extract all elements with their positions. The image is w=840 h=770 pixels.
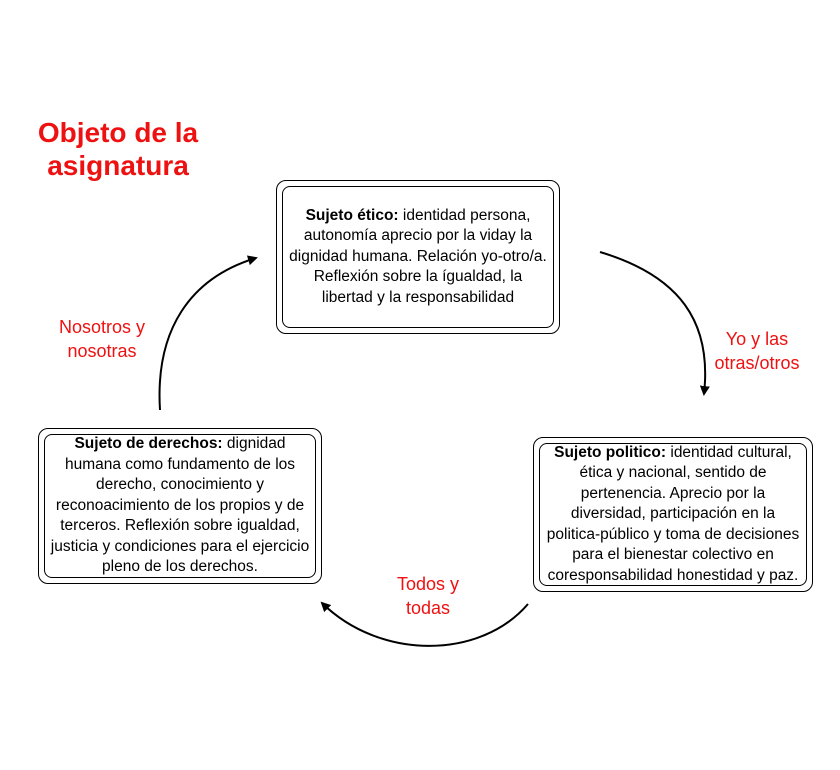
node-text: identidad persona, autonomía aprecio por la viday la dignidad humana. Relación yo-otro/a. Reflexión sobre la ígualdad, la libertad y la responsabilidad bbox=[289, 206, 547, 306]
edge-label-yo-y-las-otras: Yo y las otras/otros bbox=[714, 329, 800, 373]
node-sujeto-derechos-body bbox=[44, 434, 316, 578]
node-sujeto-politico-body bbox=[539, 443, 807, 586]
edge-label-nosotros-y-nosotras: Nosotros y nosotras bbox=[58, 317, 146, 361]
node-text: identidad cultural, ética y nacional, sentido de pertenencia. Aprecio por la diversidad, participación en la politica-público y toma de decisiones para el bienestar colectivo en coresponsabilidad honestidad y paz. bbox=[546, 443, 800, 584]
node-sujeto-etico bbox=[276, 180, 560, 334]
node-sujeto-derechos bbox=[38, 428, 322, 584]
diagram-title: Objeto de la asignatura bbox=[37, 117, 199, 181]
edge-label-todos-y-todas: Todos y todas bbox=[396, 574, 460, 618]
node-sujeto-etico-body bbox=[282, 186, 554, 328]
node-text: dignidad humana como fundamento de los derecho, conocimiento y reconoacimiento de los propios y de terceros. Reflexión sobre igualdad, justicia y condiciones para el ejercicio pleno de los derechos. bbox=[50, 435, 310, 576]
arrow-etico-to-politico bbox=[600, 252, 705, 394]
node-heading: Sujeto politico: bbox=[554, 443, 667, 461]
node-heading: Sujeto ético: bbox=[305, 206, 399, 224]
arrow-derechos-to-etico bbox=[160, 258, 256, 410]
node-sujeto-politico bbox=[533, 437, 813, 592]
node-heading: Sujeto de derechos: bbox=[74, 435, 223, 453]
